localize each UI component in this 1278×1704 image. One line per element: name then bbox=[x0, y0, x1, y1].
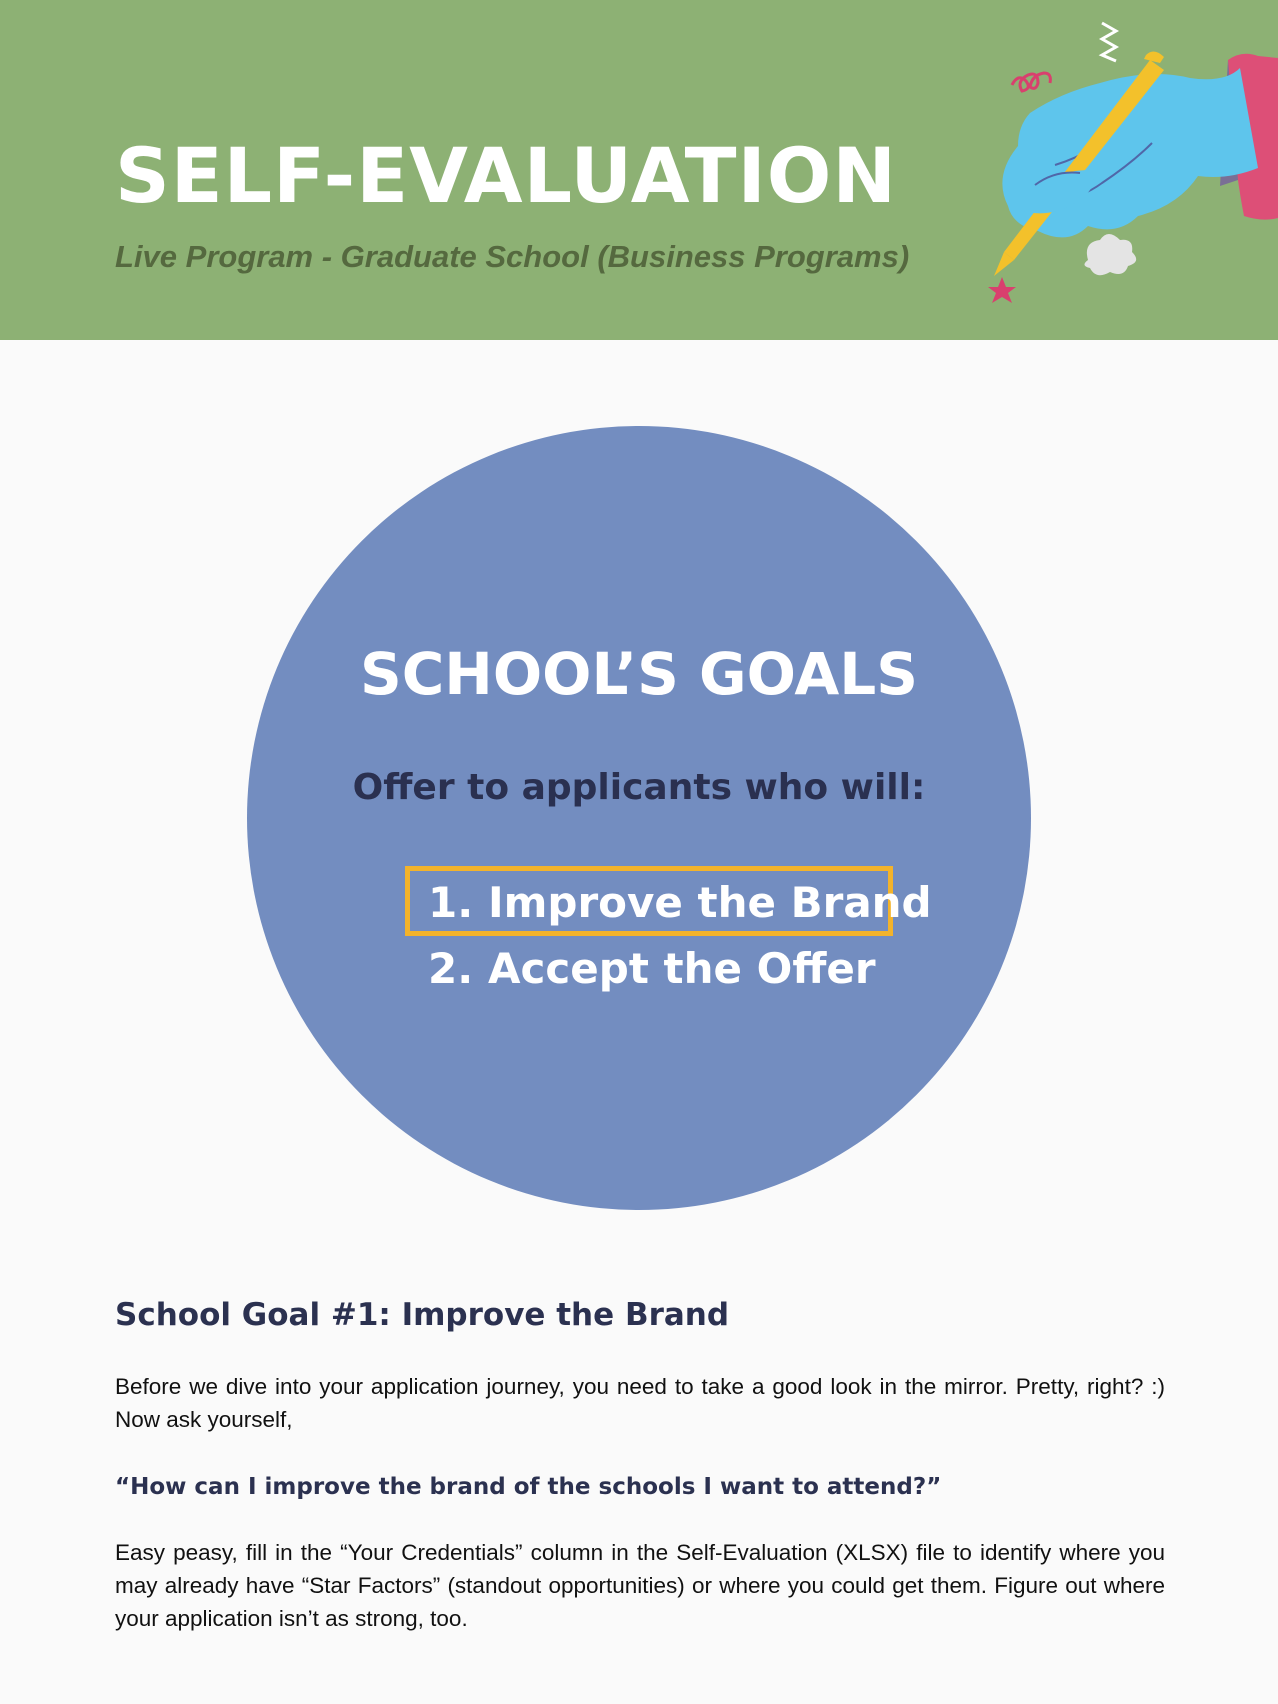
goals-title: SCHOOL’S GOALS bbox=[359, 640, 919, 708]
body-paragraph-instructions: Easy peasy, fill in the “Your Credentials” column in the Self-Evaluation (XLSX) file to identify where you may already have “Star Factors” (standout opportunities) or where you could get them. Figure out where your application isn’t as strong, too. bbox=[115, 1540, 1165, 1631]
goal-number: 1. bbox=[428, 878, 474, 927]
goals-circle bbox=[247, 426, 1031, 1210]
goal-item-1 bbox=[428, 878, 932, 927]
goals-lead: Offer to applicants who will: bbox=[352, 767, 926, 808]
page-title: SELF-EVALUATION bbox=[115, 131, 897, 220]
goal-number: 2. bbox=[428, 944, 474, 993]
reflection-question: “How can I improve the brand of the schools I want to attend?” bbox=[115, 1474, 942, 1500]
body-paragraph-intro: Before we dive into your application journey, you need to take a good look in the mirror. Pretty, right? :) Now ask yourself, bbox=[115, 1374, 1165, 1432]
goal-item-2 bbox=[428, 944, 876, 993]
goal-label: Improve the Brand bbox=[488, 878, 932, 927]
header-banner bbox=[0, 0, 1278, 340]
hand-writing-with-pencil-icon bbox=[960, 15, 1278, 315]
section-heading: School Goal #1: Improve the Brand bbox=[115, 1297, 730, 1333]
page-subtitle: Live Program - Graduate School (Business Programs) bbox=[115, 239, 910, 274]
goal-label: Accept the Offer bbox=[488, 944, 876, 993]
